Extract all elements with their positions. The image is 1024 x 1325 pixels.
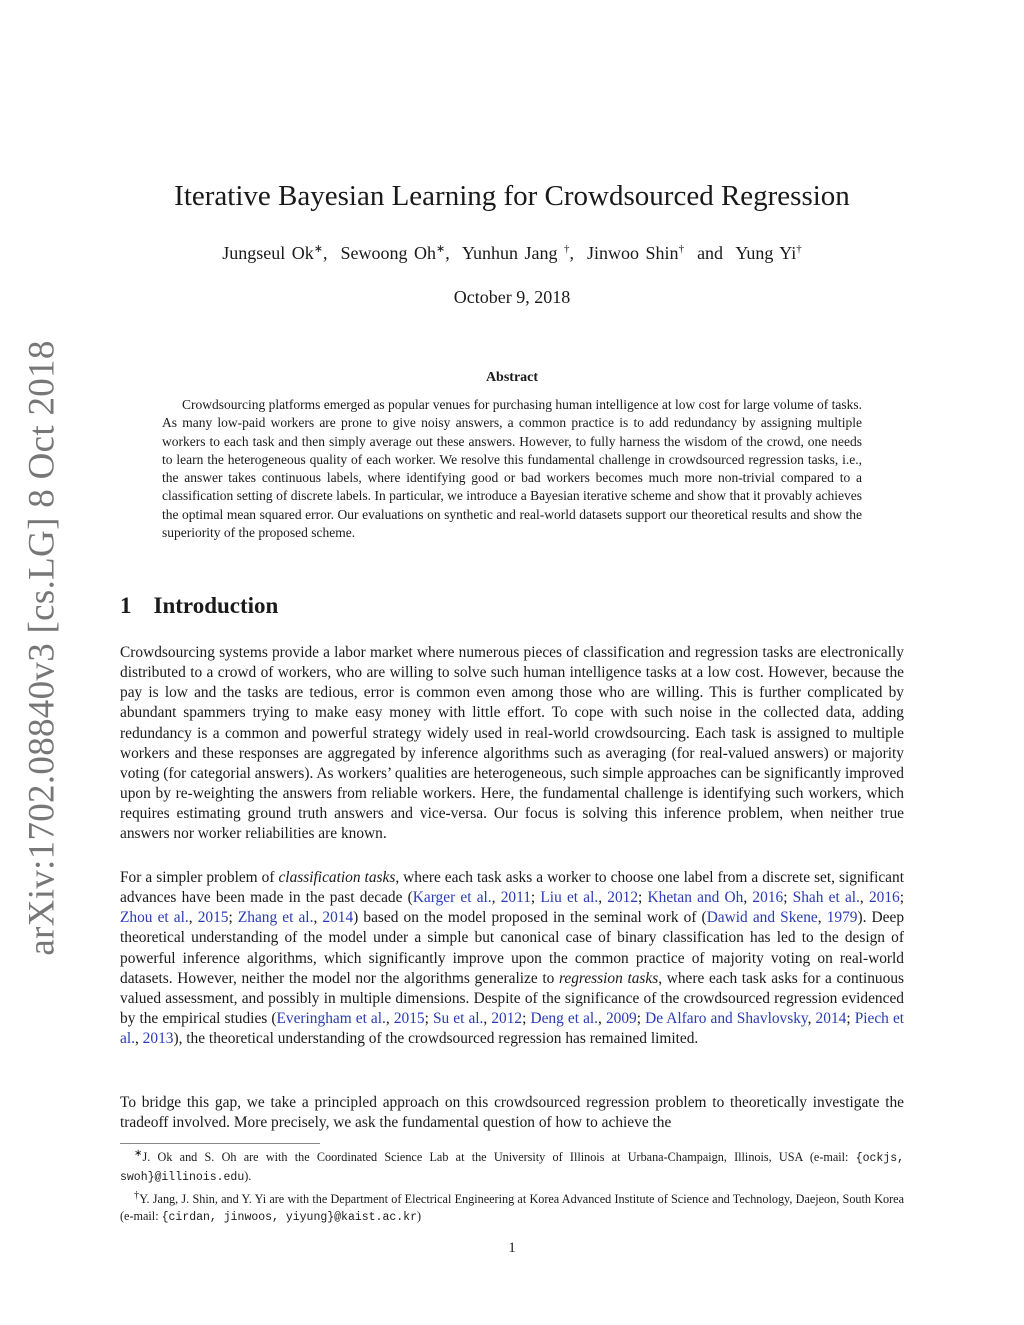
emphasis: classification tasks xyxy=(278,869,396,886)
citation-link[interactable]: 2013 xyxy=(142,1030,174,1048)
section-number: 1 xyxy=(120,593,132,618)
citation-link[interactable]: 2014 xyxy=(322,909,354,927)
text-run: , xyxy=(598,889,608,907)
author-mark: † xyxy=(796,243,802,255)
author-name: Jungseul Ok xyxy=(222,243,314,263)
text-run: ). Deep theoretical understanding of the model under a simple but canonical case of binary classification has led to the design of powerful inference algorithms, which significantly improve upon the common practice of majority voting on real-world datasets. However, neither the model nor the algorithms generalize to xyxy=(120,909,905,987)
text-run: , xyxy=(817,909,827,927)
author-list: Jungseul Ok∗, Sewoong Oh∗, Yunhun Jang †, Jinwoo Shin† and Yung Yi† xyxy=(222,243,802,263)
author-name: Sewoong Oh xyxy=(340,243,436,263)
citation-link[interactable]: 2016 xyxy=(868,889,900,907)
footnote-text: J. Ok and S. Oh are with the Coordinated Science Lab at the University of Illinois at Urbana-Champaign, Illinois, USA (e-mail: xyxy=(142,1150,856,1165)
text-run: , xyxy=(743,889,753,907)
footnote-end: ). xyxy=(244,1168,252,1183)
text-run: , xyxy=(491,889,501,907)
footnote-divider xyxy=(120,1143,320,1144)
intro-paragraph-2 xyxy=(120,868,904,1049)
text-run: , where each task asks for a continuous valued assessment, and possibly in multiple dimensions. Despite of the significance of the crowdsourced regression evidenced by the empirical studies ( xyxy=(120,969,905,1028)
text-run: , xyxy=(188,909,198,927)
citation-link[interactable]: 2009 xyxy=(605,1010,637,1028)
text-run: ; xyxy=(424,1010,433,1028)
arxiv-identifier: arXiv:1702.08840v3 [cs.LG] 8 Oct 2018 xyxy=(21,339,63,956)
abstract-text: Crowdsourcing platforms emerged as popular venues for purchasing human intelligence at low cost for large volume of tasks. As many low-paid workers are prone to give noisy answers, a common practice is to add redundancy by assigning multiple workers to each task and then simply average out these answers. However, to fully harness the wisdom of the crowd, one needs to learn the heterogeneous quality of each worker. We resolve this fundamental challenge in crowdsourced regression tasks, i.e., the answer takes continuous labels, where identifying good or bad workers becomes much more non-trivial compared to a classification setting of discrete labels. In particular, we introduce a Bayesian iterative scheme and show that it provably achieves the optimal mean squared error. Our evaluations on synthetic and real-world datasets support our theoretical results and show the superiority of the proposed scheme. xyxy=(162,397,862,541)
citation-link[interactable]: Shah et al. xyxy=(792,889,860,907)
author-name: Yung Yi xyxy=(735,243,797,263)
text-run: ; xyxy=(522,1010,531,1028)
text-run: ), the theoretical understanding of the crowdsourced regression has remained limited. xyxy=(173,1030,699,1048)
citation-link[interactable]: Dawid and Skene xyxy=(706,909,818,927)
text-run: , xyxy=(598,1010,606,1028)
footnote-email: {cirdan, jinwoos, yiyung}@kaist.ac.kr xyxy=(161,1210,417,1224)
text-run: ) based on the model proposed in the seminal work of ( xyxy=(353,909,707,927)
emphasis: regression tasks xyxy=(558,969,659,987)
intro-paragraph-1: Crowdsourcing systems provide a labor market where numerous pieces of classification and regression tasks are electronically distributed to a crowd of workers, who are willing to solve such human intelligence tasks at a low cost. However, because the pay is low and the tasks are tedious, error is common even among those who are willing. This is further complicated by abundant spammers trying to make easy money with little effort. To cope with such noise in the collected data, adding redundancy is a common and powerful strategy widely used in real-world crowdsourcing. Each task is assigned to multiple workers and these responses are aggregated by inference algorithms such as averaging (for real-valued answers) or majority voting (for categorial answers). As workers’ qualities are heterogeneous, such simple approaches can be significantly improved upon by re-weighting the answers from reliable workers. Here, the fundamental challenge is identifying such workers, which requires estimating ground truth answers and vice-versa. Our focus is solving this inference problem, when neither true answers nor worker reliabilities are known. xyxy=(120,644,904,843)
citation-link[interactable]: Everingham et al. xyxy=(276,1010,386,1028)
citation-link[interactable]: Deng et al. xyxy=(530,1010,599,1028)
author-mark: ∗ xyxy=(313,243,323,255)
author-conjunction: and xyxy=(697,243,724,263)
text-run: ; xyxy=(638,889,648,907)
citation-link[interactable]: 2014 xyxy=(815,1010,847,1028)
text-run: , xyxy=(134,1030,143,1048)
footnote-mark: † xyxy=(134,1190,140,1202)
citation-link[interactable]: 2015 xyxy=(393,1010,425,1028)
citation-link[interactable]: Su et al. xyxy=(432,1010,484,1028)
citation-link[interactable]: 1979 xyxy=(826,909,858,927)
author-mark: † xyxy=(678,243,685,255)
footnote-mark: ∗ xyxy=(134,1148,143,1159)
text-run: , xyxy=(483,1010,492,1028)
text-run: ; xyxy=(636,1010,646,1028)
text-run: ; xyxy=(846,1010,855,1028)
footnote-1 xyxy=(120,1146,904,1186)
citation-link[interactable]: 2015 xyxy=(197,909,229,927)
footnotes xyxy=(120,1146,904,1229)
paper-date: October 9, 2018 xyxy=(453,287,571,307)
arxiv-sidebar-stamp xyxy=(12,339,72,956)
abstract-heading: Abstract xyxy=(485,370,539,385)
citation-link[interactable]: De Alfaro and Shavlovsky xyxy=(645,1010,808,1028)
footnote-text: Y. Jang, J. Shin, and Y. Yi are with the Department of Electrical Engineering at Korea Advanced Institute of Science and Technology, Daejeon, South Korea (e-mail: xyxy=(120,1192,905,1223)
page-number: 1 xyxy=(508,1240,516,1256)
citation-link[interactable]: 2016 xyxy=(752,889,784,907)
citation-link[interactable]: 2012 xyxy=(491,1010,523,1028)
citation-link[interactable]: Piech et al. xyxy=(120,1010,905,1048)
author-name: Jinwoo Shin xyxy=(587,243,679,263)
citation-link[interactable]: 2012 xyxy=(607,889,639,907)
citation-link[interactable]: Zhang et al. xyxy=(237,909,314,927)
intro-paragraph-3: To bridge this gap, we take a principled approach on this crowdsourced regression problem to theoretically investigate the tradeoff involved. More precisely, we ask the fundamental question of how to achieve the xyxy=(120,1094,904,1132)
text-run: , xyxy=(807,1010,816,1028)
author-mark: † xyxy=(564,243,570,255)
text-run: ; xyxy=(530,889,541,907)
citation-link[interactable]: Liu et al. xyxy=(540,889,599,907)
text-run: ; xyxy=(899,889,905,907)
author-mark: ∗ xyxy=(435,243,446,255)
text-run: , xyxy=(313,909,323,927)
paper-title: Iterative Bayesian Learning for Crowdsourced Regression xyxy=(174,180,850,212)
footnote-email: {ockjs, swoh}@illinois.edu xyxy=(120,1152,904,1184)
text-run: ; xyxy=(783,889,793,907)
citation-link[interactable]: Khetan and Oh xyxy=(647,889,744,907)
text-run: , xyxy=(859,889,869,907)
text-run: ; xyxy=(228,909,238,927)
footnote-2 xyxy=(120,1188,904,1226)
citation-link[interactable]: 2011 xyxy=(500,889,531,907)
section-heading xyxy=(120,593,278,619)
footnote-end: ) xyxy=(416,1208,422,1223)
section-title: Introduction xyxy=(153,593,279,618)
citation-link[interactable]: Zhou et al. xyxy=(120,909,189,927)
citation-link[interactable]: Karger et al. xyxy=(412,889,492,907)
text-run: For a simpler problem of xyxy=(120,869,279,886)
text-run: , where each task asks a worker to choose one label from a discrete set, significant advances have been made in the past decade ( xyxy=(120,869,904,907)
text-run: , xyxy=(385,1010,394,1028)
author-name: Yunhun Jang xyxy=(462,243,558,263)
